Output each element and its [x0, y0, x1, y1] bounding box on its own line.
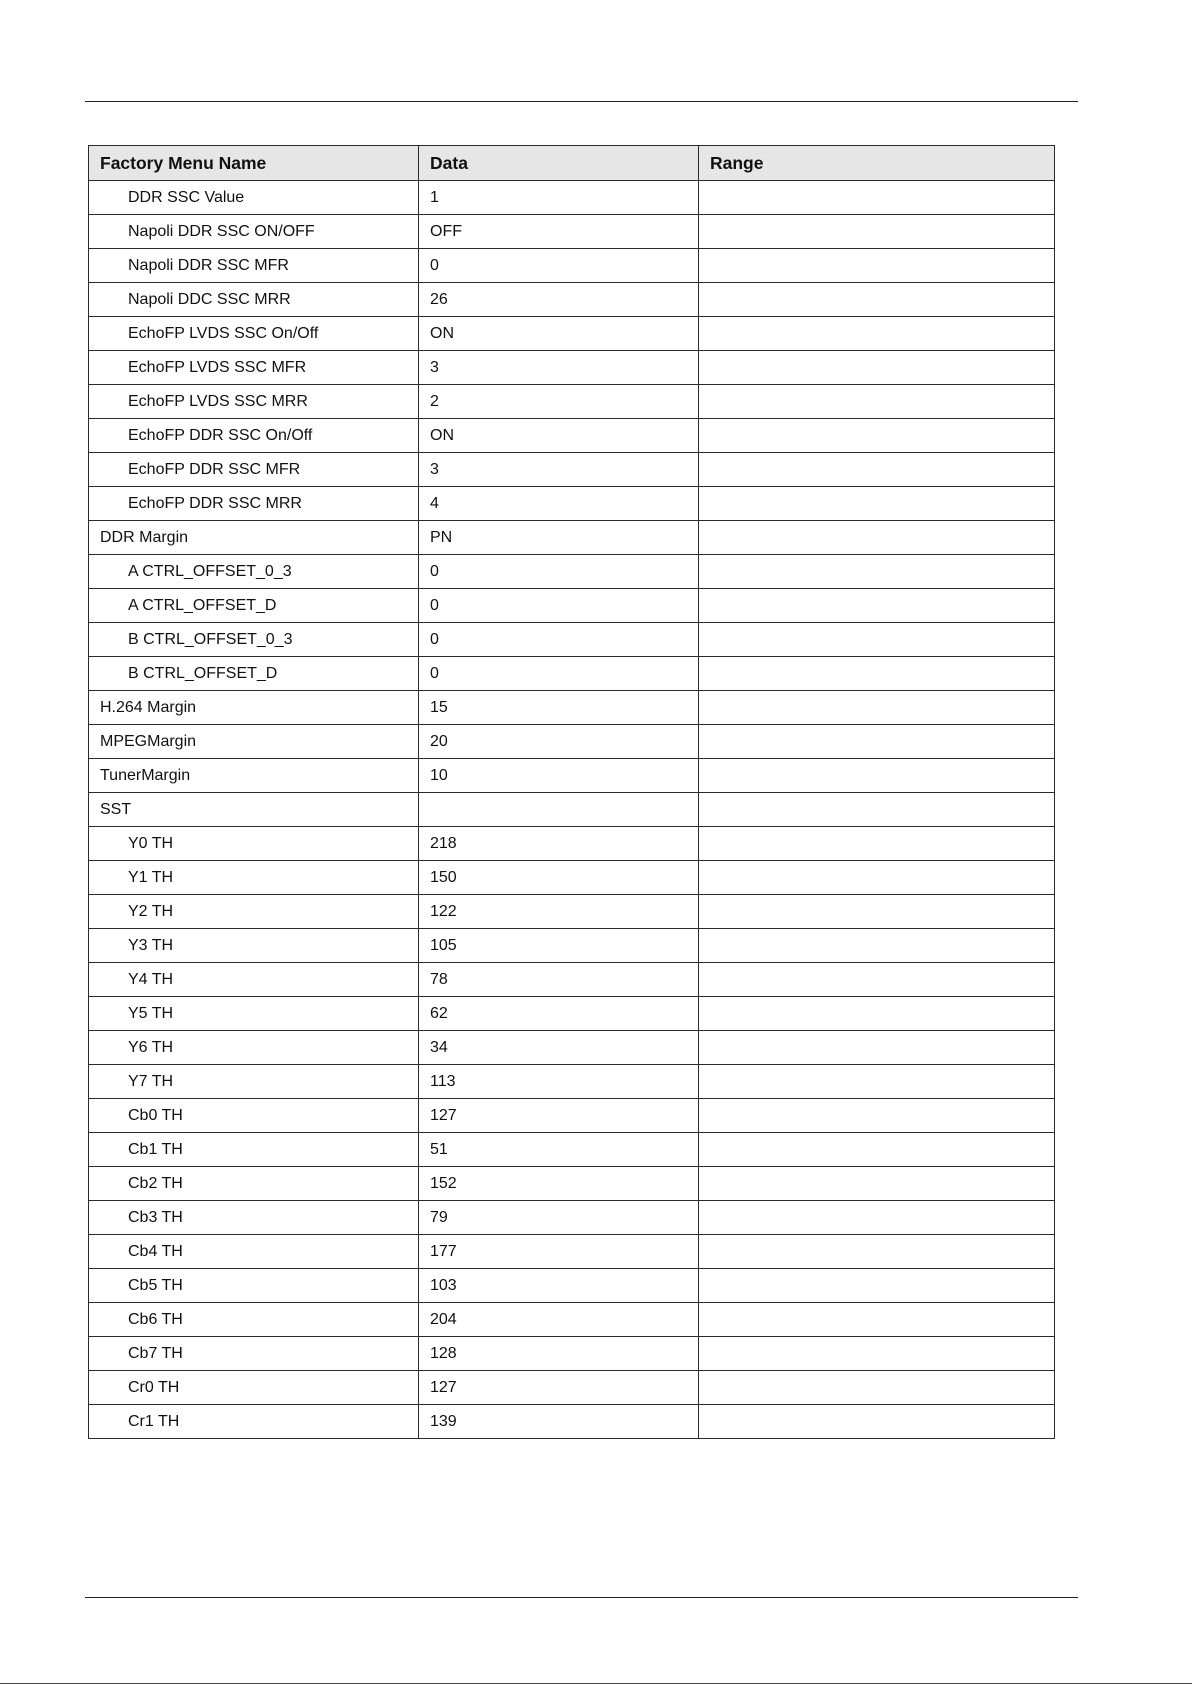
menu-name-cell: Y0 TH [89, 827, 419, 861]
footer-rule [85, 1597, 1078, 1598]
range-cell [699, 1371, 1055, 1405]
table-row [89, 793, 1055, 827]
data-cell: 218 [419, 827, 699, 861]
range-cell [699, 1269, 1055, 1303]
table-row [89, 929, 1055, 963]
menu-name-cell: EchoFP LVDS SSC MRR [89, 385, 419, 419]
range-cell [699, 861, 1055, 895]
range-cell [699, 623, 1055, 657]
table-row [89, 1031, 1055, 1065]
table-row [89, 997, 1055, 1031]
range-cell [699, 1201, 1055, 1235]
data-cell: 26 [419, 283, 699, 317]
table-row [89, 249, 1055, 283]
column-header-range: Range [699, 146, 1055, 181]
data-cell: 34 [419, 1031, 699, 1065]
table-row [89, 1235, 1055, 1269]
range-cell [699, 283, 1055, 317]
menu-name-cell: A CTRL_OFFSET_0_3 [89, 555, 419, 589]
menu-name-cell: Cb7 TH [89, 1337, 419, 1371]
menu-name-cell: Cb5 TH [89, 1269, 419, 1303]
page-edge-rule [0, 1683, 1192, 1684]
data-cell: 4 [419, 487, 699, 521]
range-cell [699, 1031, 1055, 1065]
menu-name-cell: Y5 TH [89, 997, 419, 1031]
table-row [89, 521, 1055, 555]
table-body [89, 181, 1055, 1439]
range-cell [699, 725, 1055, 759]
menu-name-cell: TunerMargin [89, 759, 419, 793]
range-cell [699, 1065, 1055, 1099]
range-cell [699, 759, 1055, 793]
data-cell: 0 [419, 657, 699, 691]
data-cell: PN [419, 521, 699, 555]
table-row [89, 1405, 1055, 1439]
menu-name-cell: B CTRL_OFFSET_0_3 [89, 623, 419, 657]
table-row [89, 1167, 1055, 1201]
table-header-row [89, 146, 1055, 181]
table-row [89, 453, 1055, 487]
range-cell [699, 419, 1055, 453]
range-cell [699, 963, 1055, 997]
table-row [89, 759, 1055, 793]
data-cell: 127 [419, 1371, 699, 1405]
menu-name-cell: EchoFP DDR SSC MFR [89, 453, 419, 487]
table-row [89, 963, 1055, 997]
table-row [89, 1099, 1055, 1133]
menu-name-cell: EchoFP DDR SSC On/Off [89, 419, 419, 453]
menu-name-cell: EchoFP LVDS SSC MFR [89, 351, 419, 385]
data-cell: 51 [419, 1133, 699, 1167]
menu-name-cell: Y6 TH [89, 1031, 419, 1065]
range-cell [699, 181, 1055, 215]
menu-name-cell: DDR SSC Value [89, 181, 419, 215]
table-row [89, 1133, 1055, 1167]
table-row [89, 623, 1055, 657]
table-row [89, 827, 1055, 861]
table-row [89, 1371, 1055, 1405]
table-row [89, 385, 1055, 419]
range-cell [699, 555, 1055, 589]
table-row [89, 1269, 1055, 1303]
table-row [89, 317, 1055, 351]
menu-name-cell: Cr1 TH [89, 1405, 419, 1439]
data-cell: 3 [419, 453, 699, 487]
range-cell [699, 793, 1055, 827]
table-row [89, 895, 1055, 929]
data-cell: 128 [419, 1337, 699, 1371]
data-cell: 78 [419, 963, 699, 997]
range-cell [699, 453, 1055, 487]
data-cell: 122 [419, 895, 699, 929]
table-row [89, 691, 1055, 725]
table-row [89, 861, 1055, 895]
menu-name-cell: Cb3 TH [89, 1201, 419, 1235]
table-row [89, 1337, 1055, 1371]
table-row [89, 555, 1055, 589]
data-cell: ON [419, 419, 699, 453]
menu-name-cell: Y4 TH [89, 963, 419, 997]
data-cell: 62 [419, 997, 699, 1031]
range-cell [699, 215, 1055, 249]
menu-name-cell: Cb1 TH [89, 1133, 419, 1167]
data-cell: 15 [419, 691, 699, 725]
data-cell [419, 793, 699, 827]
menu-name-cell: Napoli DDC SSC MRR [89, 283, 419, 317]
menu-name-cell: EchoFP LVDS SSC On/Off [89, 317, 419, 351]
table-row [89, 725, 1055, 759]
table-row [89, 283, 1055, 317]
data-cell: 0 [419, 249, 699, 283]
range-cell [699, 1235, 1055, 1269]
menu-name-cell: Cr0 TH [89, 1371, 419, 1405]
data-cell: 79 [419, 1201, 699, 1235]
data-cell: 20 [419, 725, 699, 759]
table-row [89, 1303, 1055, 1337]
range-cell [699, 385, 1055, 419]
data-cell: 113 [419, 1065, 699, 1099]
data-cell: 10 [419, 759, 699, 793]
menu-name-cell: A CTRL_OFFSET_D [89, 589, 419, 623]
data-cell: OFF [419, 215, 699, 249]
table-row [89, 351, 1055, 385]
range-cell [699, 1099, 1055, 1133]
range-cell [699, 1405, 1055, 1439]
data-cell: 152 [419, 1167, 699, 1201]
menu-name-cell: DDR Margin [89, 521, 419, 555]
factory-menu-table [88, 145, 1055, 1439]
menu-name-cell: Cb6 TH [89, 1303, 419, 1337]
menu-name-cell: Y1 TH [89, 861, 419, 895]
menu-name-cell: EchoFP DDR SSC MRR [89, 487, 419, 521]
table-row [89, 487, 1055, 521]
range-cell [699, 997, 1055, 1031]
range-cell [699, 1337, 1055, 1371]
range-cell [699, 351, 1055, 385]
data-cell: 139 [419, 1405, 699, 1439]
menu-name-cell: SST [89, 793, 419, 827]
data-cell: 0 [419, 589, 699, 623]
menu-name-cell: H.264 Margin [89, 691, 419, 725]
range-cell [699, 657, 1055, 691]
data-cell: 204 [419, 1303, 699, 1337]
range-cell [699, 317, 1055, 351]
data-cell: 2 [419, 385, 699, 419]
menu-name-cell: Cb2 TH [89, 1167, 419, 1201]
table-row [89, 1065, 1055, 1099]
data-cell: 0 [419, 555, 699, 589]
data-cell: 127 [419, 1099, 699, 1133]
table-row [89, 589, 1055, 623]
range-cell [699, 589, 1055, 623]
range-cell [699, 691, 1055, 725]
menu-name-cell: Cb4 TH [89, 1235, 419, 1269]
menu-name-cell: Napoli DDR SSC MFR [89, 249, 419, 283]
table-row [89, 1201, 1055, 1235]
menu-name-cell: Y2 TH [89, 895, 419, 929]
range-cell [699, 929, 1055, 963]
range-cell [699, 1303, 1055, 1337]
range-cell [699, 521, 1055, 555]
range-cell [699, 1133, 1055, 1167]
menu-name-cell: B CTRL_OFFSET_D [89, 657, 419, 691]
data-cell: 3 [419, 351, 699, 385]
range-cell [699, 895, 1055, 929]
menu-name-cell: MPEGMargin [89, 725, 419, 759]
data-cell: 103 [419, 1269, 699, 1303]
column-header-data: Data [419, 146, 699, 181]
data-cell: ON [419, 317, 699, 351]
data-cell: 150 [419, 861, 699, 895]
data-cell: 0 [419, 623, 699, 657]
menu-name-cell: Cb0 TH [89, 1099, 419, 1133]
range-cell [699, 827, 1055, 861]
range-cell [699, 487, 1055, 521]
table-row [89, 419, 1055, 453]
table-row [89, 215, 1055, 249]
data-cell: 105 [419, 929, 699, 963]
menu-name-cell: Y3 TH [89, 929, 419, 963]
menu-name-cell: Y7 TH [89, 1065, 419, 1099]
range-cell [699, 1167, 1055, 1201]
table-row [89, 181, 1055, 215]
column-header-name: Factory Menu Name [89, 146, 419, 181]
header-rule [85, 101, 1078, 102]
table-row [89, 657, 1055, 691]
data-cell: 177 [419, 1235, 699, 1269]
data-cell: 1 [419, 181, 699, 215]
menu-name-cell: Napoli DDR SSC ON/OFF [89, 215, 419, 249]
range-cell [699, 249, 1055, 283]
